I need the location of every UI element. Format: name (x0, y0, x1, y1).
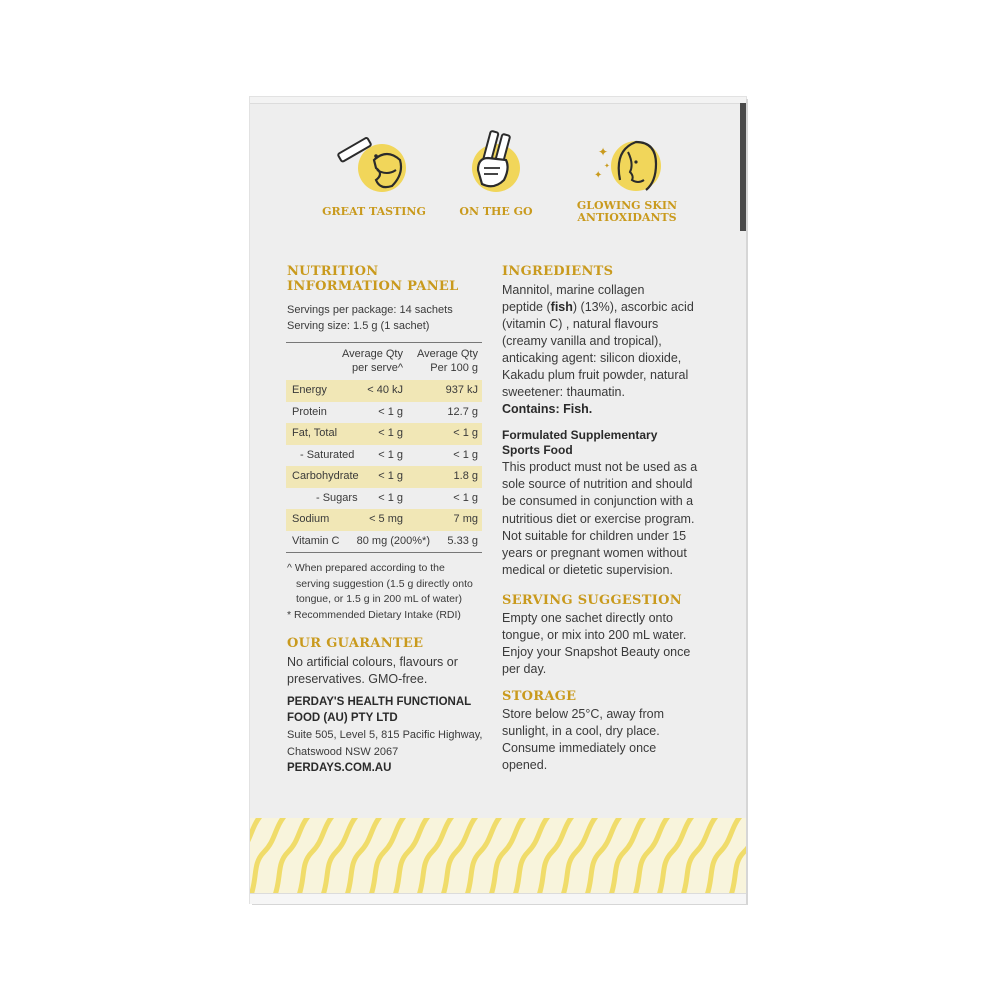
table-row (286, 466, 482, 488)
serving-line: Enjoy your Snapshot Beauty once (502, 645, 691, 659)
row-label: Sodium (292, 513, 330, 525)
row-per-serve: < 5 mg (369, 513, 403, 525)
glowing-skin-label (572, 200, 682, 224)
footnote-line: tongue, or 1.5 g in 200 mL of water) (296, 593, 462, 605)
row-per-100g: < 1 g (453, 491, 478, 504)
footnote-rdi: * Recommended Dietary Intake (RDI) (287, 608, 461, 621)
table-row (286, 488, 482, 510)
ingredients-title: INGREDIENTS (502, 264, 614, 279)
table-row (286, 423, 482, 445)
great-tasting-icon (332, 130, 414, 198)
package-top-edge (250, 97, 746, 104)
allergen-fish: fish (550, 300, 573, 314)
ingredients-text-part: ) (13%), ascorbic acid (572, 300, 694, 314)
col-per-100g-line1: Average Qty (417, 348, 478, 360)
nutrition-title (287, 264, 459, 294)
row-per-serve: 80 mg (200%*) (356, 534, 430, 547)
company-name-line1: PERDAY'S HEALTH FUNCTIONAL (287, 696, 472, 708)
company-name-line2: FOOD (AU) PTY LTD (287, 712, 398, 724)
ingredients-line: (creamy vanilla and tropical), (502, 334, 662, 348)
ingredients-line: (vitamin C) , natural flavours (502, 317, 659, 331)
decorative-pattern (250, 818, 746, 894)
table-row (286, 509, 482, 531)
table-row (286, 380, 482, 402)
formulated-title (502, 428, 657, 458)
glowing-skin-icon (590, 130, 668, 200)
company-address (287, 727, 482, 761)
footnote-line: ^ When prepared according to the (287, 562, 445, 574)
storage-line: opened. (502, 758, 548, 772)
nutrition-table-header (286, 343, 482, 380)
serving-line: tongue, or mix into 200 mL water. (502, 628, 687, 642)
row-per-serve: < 40 kJ (367, 384, 403, 396)
row-per-serve: < 1 g (378, 405, 403, 418)
serving-line: Empty one sachet directly onto (502, 611, 673, 625)
formulated-text (502, 459, 697, 579)
serving-line: per day. (502, 662, 547, 676)
storage-line: Store below 25°C, away from (502, 707, 665, 721)
row-label: Vitamin C (292, 534, 340, 547)
guarantee-title: OUR GUARANTEE (287, 636, 424, 651)
row-per-serve: < 1 g (378, 448, 403, 461)
company-website: PERDAYS.COM.AU (287, 762, 392, 774)
ingredients-text-part: peptide ( (502, 300, 551, 314)
formulated-line: This product must not be used as a (502, 460, 698, 474)
on-the-go-icon (462, 128, 532, 198)
col-per-serve-line2: per serve^ (351, 362, 403, 374)
row-per-serve: < 1 g (378, 470, 403, 482)
glowing-skin-label-line2: ANTIOXIDANTS (577, 211, 677, 224)
great-tasting-label: GREAT TASTING (322, 205, 426, 218)
ingredients-text (502, 282, 738, 418)
storage-title: STORAGE (502, 689, 577, 704)
nutrition-title-line2: INFORMATION PANEL (287, 279, 459, 294)
nutrition-table (286, 342, 482, 553)
address-line2: Chatswood NSW 2067 (287, 746, 399, 758)
address-line1: Suite 505, Level 5, 815 Pacific Highway, (287, 729, 483, 741)
footnote-line: serving suggestion (1.5 g directly onto (296, 577, 473, 590)
col-per-100g-header (417, 347, 478, 375)
formulated-line: Not suitable for children under 15 (502, 528, 687, 543)
row-label: Carbohydrate (292, 470, 359, 482)
ingredients-line: sweetener: thaumatin. (502, 385, 625, 399)
package-side-edge (740, 103, 746, 231)
table-row (286, 402, 482, 424)
guarantee-line: No artificial colours, flavours or (287, 655, 458, 669)
guarantee-line: preservatives. GMO-free. (287, 672, 428, 686)
table-row (286, 531, 482, 554)
row-per-100g: < 1 g (453, 448, 478, 461)
serving-title: SERVING SUGGESTION (502, 593, 682, 608)
serving-size: Serving size: 1.5 g (1 sachet) (287, 320, 430, 332)
col-per-serve-header (342, 347, 403, 375)
col-per-serve-line1: Average Qty (342, 348, 403, 360)
row-per-100g: 7 mg (453, 513, 478, 525)
row-per-100g: 5.33 g (447, 534, 478, 547)
ingredients-line: anticaking agent: silicon dioxide, (502, 351, 682, 365)
row-label: Fat, Total (292, 427, 338, 439)
row-per-100g: 937 kJ (445, 384, 478, 396)
storage-text (502, 706, 664, 774)
row-label: Protein (292, 405, 327, 418)
nutrition-title-line1: NUTRITION (287, 264, 379, 279)
row-per-100g: 1.8 g (453, 470, 478, 482)
formulated-line: years or pregnant women without (502, 546, 687, 561)
storage-line: sunlight, in a cool, dry place. (502, 724, 660, 738)
row-label: - Sugars (316, 491, 358, 504)
ingredients-line: Mannitol, marine collagen (502, 283, 645, 297)
formulated-line: medical or dietetic supervision. (502, 563, 673, 578)
col-per-100g-line2: Per 100 g (430, 362, 478, 374)
row-label: Energy (292, 384, 327, 396)
row-label: - Saturated (300, 448, 355, 461)
row-per-100g: 12.7 g (447, 405, 478, 418)
storage-line: Consume immediately once (502, 741, 657, 755)
svg-text:✦: ✦ (594, 170, 603, 181)
on-the-go-label: ON THE GO (459, 205, 533, 218)
row-per-serve: < 1 g (378, 491, 403, 504)
glowing-skin-label-line1: GLOWING SKIN (576, 199, 678, 212)
servings-per-package: Servings per package: 14 sachets (287, 304, 453, 316)
company-name (287, 694, 471, 726)
footnote-serving (287, 561, 473, 623)
formulated-title-line1: Formulated Supplementary (502, 428, 658, 442)
formulated-line: be consumed in conjunction with a (502, 494, 694, 509)
formulated-line: nutritious diet or exercise program. (502, 511, 695, 526)
guarantee-text (287, 654, 458, 688)
ingredients-line (502, 299, 738, 316)
formulated-line: sole source of nutrition and should (502, 477, 693, 492)
svg-text:✦: ✦ (604, 162, 610, 170)
package-bottom-edge (250, 893, 746, 904)
ingredients-line: Kakadu plum fruit powder, natural (502, 368, 689, 382)
contains-statement: Contains: Fish. (502, 402, 593, 416)
svg-text:✦: ✦ (598, 145, 609, 159)
row-per-serve: < 1 g (378, 427, 403, 439)
serving-text (502, 610, 690, 678)
table-row (286, 445, 482, 467)
row-per-100g: < 1 g (453, 427, 478, 439)
formulated-title-line2: Sports Food (502, 443, 573, 457)
